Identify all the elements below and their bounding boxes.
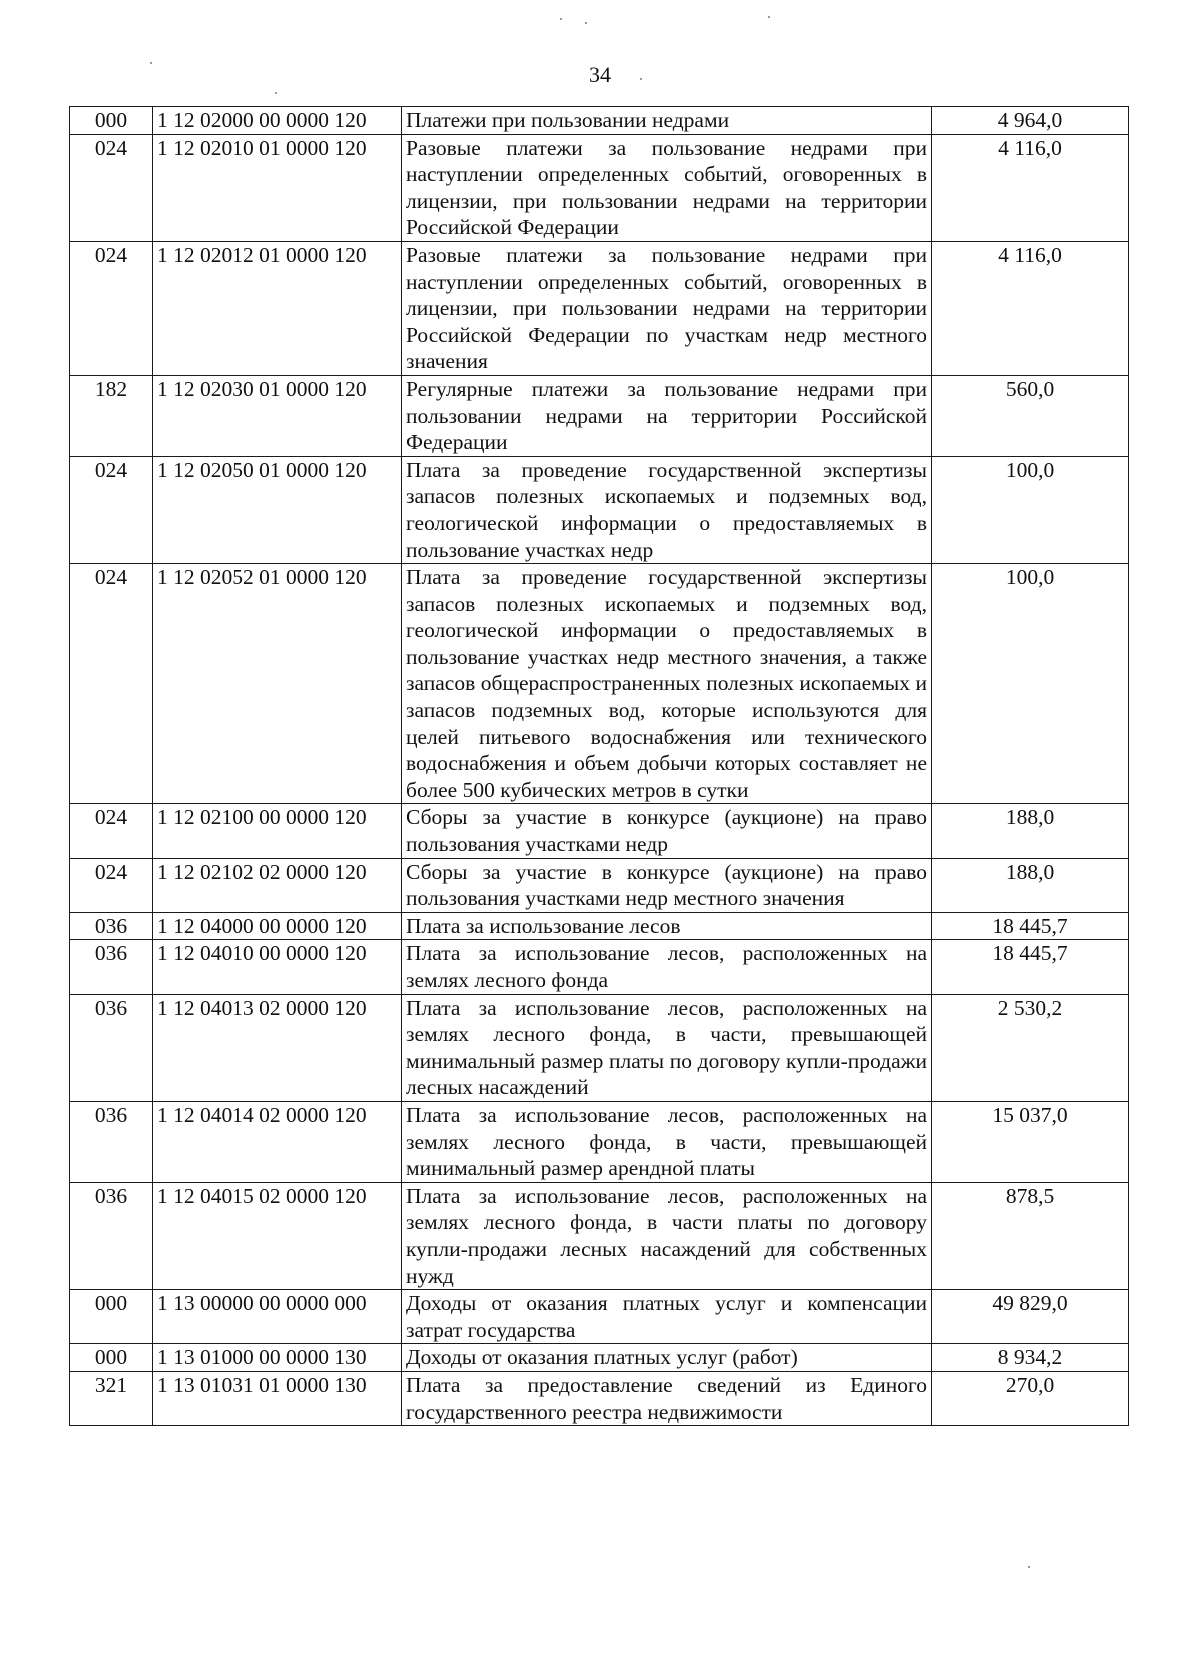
revenue-name-cell: Разовые платежи за пользование недрами при наступлении определенных событий, оговоренных в лицензии, при пользовании недрами на территории Российской Федерации <box>402 134 932 241</box>
admin-code-cell: 036 <box>70 1182 153 1289</box>
budget-code-cell: 1 12 02010 01 0000 120 <box>153 134 402 241</box>
table-row <box>70 994 1129 1101</box>
amount-cell: 100,0 <box>932 456 1129 563</box>
budget-code-cell: 1 12 04014 02 0000 120 <box>153 1101 402 1182</box>
budget-code-cell: 1 12 02012 01 0000 120 <box>153 241 402 375</box>
admin-code-cell: 024 <box>70 564 153 804</box>
revenue-name-cell: Плата за проведение государственной экспертизы запасов полезных ископаемых и подземных вод, геологической информации о предоставляемых в пользование участках недр <box>402 456 932 563</box>
budget-code-cell: 1 12 02052 01 0000 120 <box>153 564 402 804</box>
table-row <box>70 564 1129 804</box>
revenue-name-cell: Разовые платежи за пользование недрами при наступлении определенных событий, оговоренных в лицензии, при пользовании недрами на территории Российской Федерации по участкам недр местного значения <box>402 241 932 375</box>
admin-code-cell: 036 <box>70 994 153 1101</box>
amount-cell: 4 964,0 <box>932 107 1129 135</box>
budget-code-cell: 1 12 04015 02 0000 120 <box>153 1182 402 1289</box>
admin-code-cell: 182 <box>70 375 153 456</box>
budget-code-cell: 1 12 02100 00 0000 120 <box>153 804 402 858</box>
amount-cell: 49 829,0 <box>932 1290 1129 1344</box>
budget-code-cell: 1 12 04013 02 0000 120 <box>153 994 402 1101</box>
amount-cell: 188,0 <box>932 804 1129 858</box>
revenue-name-cell: Плата за использование лесов, расположенных на землях лесного фонда, в части, превышающей минимальный размер арендной платы <box>402 1101 932 1182</box>
admin-code-cell: 321 <box>70 1371 153 1425</box>
revenue-table <box>69 106 1129 1426</box>
admin-code-cell: 024 <box>70 804 153 858</box>
revenue-name-cell: Плата за использование лесов <box>402 912 932 940</box>
revenue-name-cell: Платежи при пользовании недрами <box>402 107 932 135</box>
amount-cell: 100,0 <box>932 564 1129 804</box>
admin-code-cell: 024 <box>70 241 153 375</box>
revenue-name-cell: Сборы за участие в конкурсе (аукционе) на право пользования участками недр местного значения <box>402 858 932 912</box>
amount-cell: 188,0 <box>932 858 1129 912</box>
amount-cell: 2 530,2 <box>932 994 1129 1101</box>
revenue-name-cell: Плата за использование лесов, расположенных на землях лесного фонда, в части, превышающей минимальный размер платы по договору купли-продажи лесных насаждений <box>402 994 932 1101</box>
admin-code-cell: 024 <box>70 456 153 563</box>
budget-code-cell: 1 12 04010 00 0000 120 <box>153 940 402 994</box>
amount-cell: 270,0 <box>932 1371 1129 1425</box>
amount-cell: 560,0 <box>932 375 1129 456</box>
table-row <box>70 1344 1129 1372</box>
admin-code-cell: 024 <box>70 134 153 241</box>
admin-code-cell: 000 <box>70 1344 153 1372</box>
table-row <box>70 804 1129 858</box>
table-row <box>70 940 1129 994</box>
admin-code-cell: 000 <box>70 107 153 135</box>
amount-cell: 18 445,7 <box>932 940 1129 994</box>
amount-cell: 18 445,7 <box>932 912 1129 940</box>
admin-code-cell: 000 <box>70 1290 153 1344</box>
amount-cell: 4 116,0 <box>932 134 1129 241</box>
table-row <box>70 1101 1129 1182</box>
amount-cell: 4 116,0 <box>932 241 1129 375</box>
table-row <box>70 241 1129 375</box>
revenue-name-cell: Плата за предоставление сведений из Единого государственного реестра недвижимости <box>402 1371 932 1425</box>
page-number: 34 <box>589 62 611 87</box>
budget-code-cell: 1 12 02030 01 0000 120 <box>153 375 402 456</box>
revenue-table-body <box>70 107 1129 1426</box>
table-row <box>70 375 1129 456</box>
budget-code-cell: 1 12 04000 00 0000 120 <box>153 912 402 940</box>
revenue-name-cell: Регулярные платежи за пользование недрами при пользовании недрами на территории Российской Федерации <box>402 375 932 456</box>
revenue-name-cell: Доходы от оказания платных услуг (работ) <box>402 1344 932 1372</box>
revenue-name-cell: Плата за проведение государственной экспертизы запасов полезных ископаемых и подземных вод, геологической информации о предоставляемых в пользование участках недр местного значения, а также запасов общераспространенных полезных ископаемых и запасов подземных вод, которые используются для целей питьевого водоснабжения или технического водоснабжения и объем добычи которых составляет не более 500 кубических метров в сутки <box>402 564 932 804</box>
budget-code-cell: 1 13 00000 00 0000 000 <box>153 1290 402 1344</box>
table-row <box>70 858 1129 912</box>
table-row <box>70 107 1129 135</box>
amount-cell: 878,5 <box>932 1182 1129 1289</box>
budget-code-cell: 1 13 01031 01 0000 130 <box>153 1371 402 1425</box>
table-row <box>70 456 1129 563</box>
table-row <box>70 1182 1129 1289</box>
budget-code-cell: 1 13 01000 00 0000 130 <box>153 1344 402 1372</box>
table-row <box>70 134 1129 241</box>
admin-code-cell: 024 <box>70 858 153 912</box>
amount-cell: 8 934,2 <box>932 1344 1129 1372</box>
budget-code-cell: 1 12 02102 02 0000 120 <box>153 858 402 912</box>
budget-code-cell: 1 12 02000 00 0000 120 <box>153 107 402 135</box>
admin-code-cell: 036 <box>70 940 153 994</box>
revenue-name-cell: Сборы за участие в конкурсе (аукционе) на право пользования участками недр <box>402 804 932 858</box>
table-row <box>70 1290 1129 1344</box>
budget-code-cell: 1 12 02050 01 0000 120 <box>153 456 402 563</box>
admin-code-cell: 036 <box>70 1101 153 1182</box>
revenue-name-cell: Плата за использование лесов, расположенных на землях лесного фонда, в части платы по договору купли-продажи лесных насаждений для собственных нужд <box>402 1182 932 1289</box>
revenue-name-cell: Доходы от оказания платных услуг и компенсации затрат государства <box>402 1290 932 1344</box>
table-row <box>70 912 1129 940</box>
table-row <box>70 1371 1129 1425</box>
amount-cell: 15 037,0 <box>932 1101 1129 1182</box>
revenue-name-cell: Плата за использование лесов, расположенных на землях лесного фонда <box>402 940 932 994</box>
admin-code-cell: 036 <box>70 912 153 940</box>
